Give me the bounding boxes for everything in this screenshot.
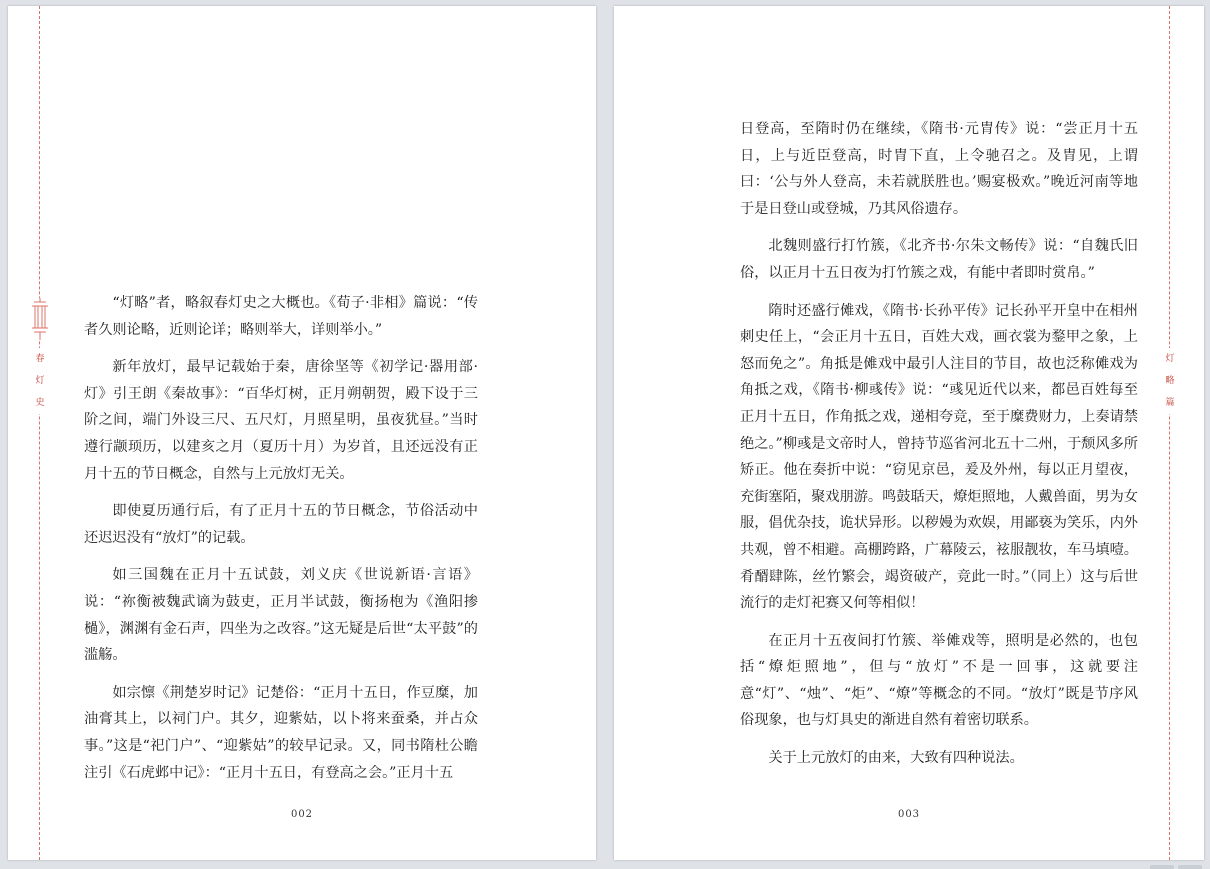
paragraph: “灯略”者，略叙春灯史之大概也。《荀子·非相》篇说：“传者久则论略，近则论详；略则举大，详则举小。” (84, 295, 478, 338)
paragraph: 在正月十五夜间打竹簇、举傩戏等，照明是必然的，也包括“燎炬照地”，但与“放灯”不是一回事，这就要注意“灯”、“烛”、“炬”、“燎”等概念的不同。“放灯”既是节序风俗现象，也与灯具史的渐进自然有着密切联系。 (740, 632, 1138, 729)
running-title-char: 略 (1165, 376, 1175, 386)
running-title-char: 篇 (1165, 398, 1175, 408)
running-title-char: 史 (35, 398, 45, 408)
right-page (614, 6, 1204, 860)
left-margin-guide-line (39, 6, 40, 860)
viewer-scroll-tabs[interactable] (1150, 865, 1202, 869)
paragraph: 北魏则盛行打竹簇，《北齐书·尔朱文畅传》说：“自魏氏旧俗，以正月十五日夜为打竹簇之戏，有能中者即时赏帛。” (740, 238, 1138, 281)
running-title-char: 灯 (35, 376, 45, 386)
running-title (1163, 348, 1177, 414)
running-title-char: 灯 (1165, 354, 1175, 364)
right-page-body (740, 116, 1138, 783)
paragraph: 关于上元放灯的由来，大致有四种说法。 (768, 750, 1024, 767)
scroll-tab[interactable] (1178, 865, 1202, 869)
running-title-char: 春 (35, 354, 45, 364)
paragraph: 如三国魏在正月十五试鼓，刘义庆《世说新语·言语》说：“祢衡被魏武谪为鼓吏，正月半试鼓，衡扬枹为《渔阳掺檛》，渊渊有金石声，四坐为之改容。”这无疑是后世“太平鼓”的滥觞。 (84, 567, 478, 664)
paragraph: 隋时还盛行傩戏，《隋书·长孙平传》记长孙平开皇中在相州刺史任上，“会正月十五日，百姓大戏，画衣裳为鍪甲之象，上怒而免之”。角抵是傩戏中最引人注目的节目，故也泛称傩戏为角抵之戏，《隋书·柳彧传》说：“彧见近代以来，都邑百姓每至正月十五日，作角抵之戏，递相夸竞，至于糜费财力，上奏请禁绝之。”柳彧是文帝时人，曾持节巡省河北五十二州，于颓风多所矫正。他在奏折中说：“窃见京邑，爰及外州，每以正月望夜，充街塞陌，聚戏朋游。鸣鼓聒天，燎炬照地，人戴兽面，男为女服，倡优杂技，诡状异形。以秽嫚为欢娱，用鄙亵为笑乐，内外共观，曾不相避。高棚跨路，广幕陵云，袨服靓妆，车马填噎。肴醑肆陈，丝竹繁会，竭资破产，竞此一时。”（同上）这与后世流行的走灯祀赛又何等相似！ (740, 302, 1138, 612)
running-title (33, 348, 47, 414)
page-number: 003 (897, 809, 921, 820)
right-margin-guide-line (1169, 6, 1170, 860)
lantern-ornament-icon (29, 298, 51, 340)
scroll-tab[interactable] (1150, 865, 1174, 869)
paragraph: 如宗懔《荆楚岁时记》记楚俗：“正月十五日，作豆糜，加油膏其上，以祠门户。其夕，迎紫姑，以卜将来蚕桑，并占众事。”这是“祀门户”、“迎紫姑”的较早记录。又，同书隋杜公瞻注引《石虎邺中记》：“正月十五日，有登高之会。”正月十五 (84, 684, 478, 781)
paragraph-continued: 日登高，至隋时仍在继续，《隋书·元胄传》说：“尝正月十五日，上与近臣登高，时胄下直，上令驰召之。及胄见，上谓曰：‘公与外人登高，未若就朕胜也。’赐宴极欢。”晚近河南等地于是日登山或登城，乃其风俗遗存。 (740, 121, 1138, 217)
paragraph: 即使夏历通行后，有了正月十五的节日概念，节俗活动中还迟迟没有“放灯”的记载。 (84, 503, 478, 546)
paragraph: 新年放灯，最早记载始于秦，唐徐坚等《初学记·器用部·灯》引王朗《秦故事》：“百华灯树，正月朔朝贺，殿下设于三阶之间，端门外设三尺、五尺灯，月照星明，虽夜犹昼。”当时遵行颛顼历，以建亥之月（夏历十月）为岁首，且还远没有正月十五的节日概念，自然与上元放灯无关。 (84, 359, 478, 482)
left-page (8, 6, 596, 860)
left-page-body (84, 290, 478, 797)
page-number: 002 (290, 809, 314, 820)
